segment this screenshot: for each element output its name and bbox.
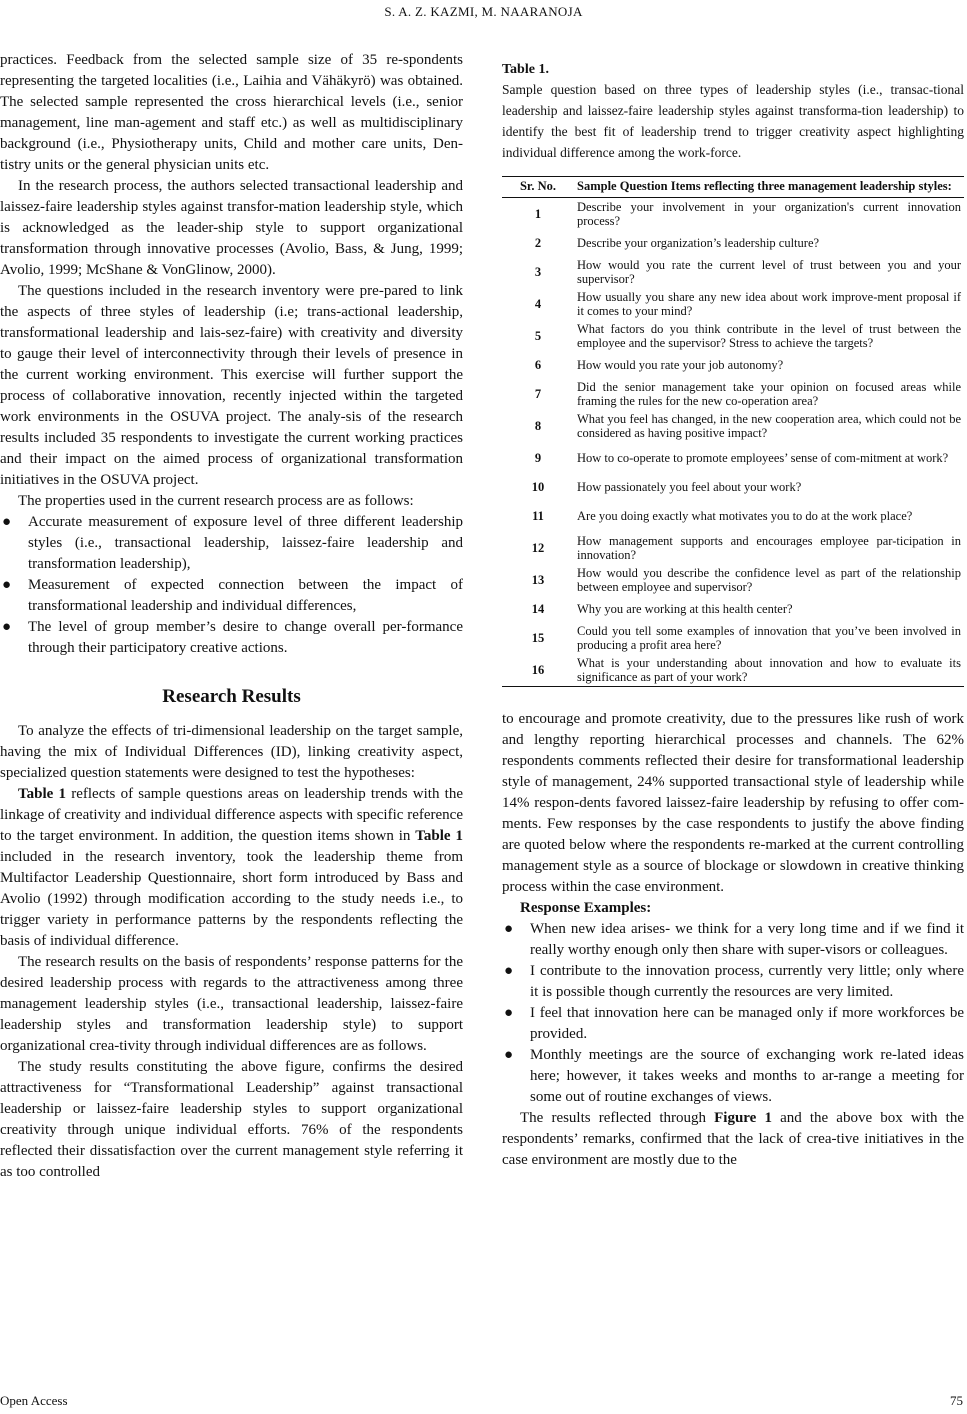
table-row (502, 500, 964, 532)
row-number: 6 (534, 358, 542, 372)
question-text: How would you rate the current level of trust between you and your supervisor? (577, 258, 961, 286)
response-heading: Response Examples: (520, 900, 652, 916)
bullet-icon: ● (504, 963, 514, 979)
bullet-icon: ● (2, 619, 12, 635)
footer-open-access: Open Access (0, 1393, 68, 1408)
paragraph (0, 784, 463, 952)
table-row (502, 320, 964, 352)
paragraph: to encourage and promote creativity, due to the pressures like rush of work and lengthy reporting hierarchical processes and channels. The 62% respondents comments reflected their desire for transformational leadership style of management, 24% supported transactional style of leadership while 14% respon-dents favored laissez-faire leadership by refusing to offer com-ments. Few responses by the case respondents to justify the above finding are quoted below where the respondents re-marked at the current controlling management style as a source of blockage or slowdown in creative thinking process within the case environment. (502, 711, 964, 895)
row-number: 3 (534, 265, 542, 279)
table-header-row (502, 177, 964, 198)
question-text: How management supports and encourages employee par-ticipation in innovation? (577, 534, 961, 562)
row-number: 9 (534, 451, 542, 465)
list-item-text: Accurate measurement of exposure level of three different leadership styles (i.e., transactional leadership, laissez-faire leadership and transformation leadership), (28, 514, 463, 572)
paragraph-text: and the above box with the respondents’ remarks, confirmed that the lack of crea-tive initiatives in the case environment are mostly due to the (502, 1110, 964, 1168)
row-number: 8 (534, 419, 542, 433)
question-text: Describe your organization’s leadership culture? (577, 236, 820, 250)
properties-list (0, 512, 463, 659)
paragraph-text: reflects of sample questions areas on leadership trends with the linkage of creativity and individual difference aspects with specific reference to the target environment. In addition, the question items shown in (0, 786, 464, 844)
list-item-text: Measurement of expected connection between the impact of transformational leadership and individual differences, (28, 577, 463, 614)
question-text: How usually you share any new idea about work improve-ment proposal if it comes to your mind? (577, 290, 961, 318)
question-text: Describe your involvement in your organization's current innovation process? (577, 200, 961, 228)
column-header-number: Sr. No. (502, 177, 574, 198)
row-number: 2 (534, 236, 542, 250)
table-row (502, 442, 964, 474)
table-row (502, 532, 964, 564)
list-item-text: The level of group member’s desire to change overall per-formance through their participatory creative actions. (28, 619, 463, 656)
question-text: What factors do you think contribute in the level of trust between the employee and the supervisor? Stress to achieve the targets? (577, 322, 961, 350)
table-row (502, 378, 964, 410)
paragraph: practices. Feedback from the selected sample size of 35 re-spondents representing the targeted localities (i.e., Laihia and Vähäkyrö) was obtained. The selected sample represented the cross hierarchical levels (i.e., senior management, line man-agement and staff etc.) as well as multidisciplinary background (i.e., Physiotherapy units, Child and mother care units, Den-tistry units or the general physician units etc. (0, 52, 463, 173)
bullet-icon: ● (2, 577, 12, 593)
table-ref: Table 1 (18, 786, 67, 802)
left-column (0, 50, 463, 1183)
list-item-text: Monthly meetings are the source of exchanging work re-lated ideas here; however, it takes weeks and months to ar-range a meeting for some out of routine exchanges of views. (530, 1047, 964, 1105)
question-text: Are you doing exactly what motivates you to do at the work place? (577, 509, 913, 523)
table-ref: Table 1 (415, 828, 463, 844)
table-title: Table 1. (502, 62, 549, 77)
list-item-text: When new idea arises- we think for a very long time and if we find it really worthy enough only then share with super-visors or colleagues. (530, 921, 964, 958)
paragraph (502, 1108, 964, 1171)
figure-ref: Figure 1 (714, 1110, 772, 1126)
bullet-icon: ● (504, 921, 514, 937)
question-text: Why you are working at this health center? (577, 602, 793, 616)
row-number: 5 (534, 329, 542, 343)
table-row (502, 352, 964, 378)
table-row (502, 410, 964, 442)
question-text: How passionately you feel about your work? (577, 480, 802, 494)
running-header: S. A. Z. KAZMI, M. NAARANOJA (384, 4, 583, 19)
paragraph: In the research process, the authors selected transactional leadership and laissez-faire leadership styles against transfor-mation leadership style, which is acknowledged as the leader-ship style to support organizational transformation through innovative processes (Avolio, Bass, & Jung, 1999; Avolio, 1999; McShane & VonGlinow, 2000). (0, 178, 463, 278)
question-text: How to co-operate to promote employees’ sense of com-mitment at work? (577, 451, 949, 465)
question-text: What is your understanding about innovation and how to evaluate its significance as part of your work? (574, 654, 964, 687)
row-number: 11 (532, 509, 544, 523)
question-text: How would you rate your job autonomy? (577, 358, 784, 372)
list-item (0, 617, 463, 659)
row-number: 10 (531, 480, 545, 494)
list-item-text: I feel that innovation here can be managed only if more workforces be provided. (530, 1005, 964, 1042)
row-number: 12 (531, 541, 545, 555)
question-text: How would you describe the confidence level as part of the relationship between employee and supervisor? (577, 566, 961, 594)
paragraph: To analyze the effects of tri-dimensional leadership on the target sample, having the mix of Individual Differences (ID), linking creativity aspect, specialized question statements were designed to test the hypotheses: (0, 723, 463, 781)
list-item-text: I contribute to the innovation process, currently very little; only where it is possible though currently the resources are very limited. (530, 963, 964, 1000)
bullet-icon: ● (504, 1047, 514, 1063)
list-item (0, 575, 463, 617)
table-row (502, 564, 964, 596)
paragraph: The research results on the basis of respondents’ response patterns for the desired leadership process with regards to the attractiveness among three management leadership styles (i.e., transactional leadership, laissez-faire leadership styles and transformation leadership style) to support organizational crea-tivity through individual differences are as follows. (0, 954, 463, 1054)
column-header-items: Sample Question Items reflecting three management leadership styles: (574, 177, 964, 198)
row-number: 7 (534, 387, 542, 401)
bullet-icon: ● (2, 514, 12, 530)
paragraph: The questions included in the research inventory were pre-pared to link the aspects of three styles of leadership (i.e; trans-actional leadership, transformational leadership and lais-sez-faire) with creativity and diversity to gauge their level of interconnectivity through their levels of presence in the current working environment. This exercise will further support the process of collaborative innovation, recently injected within the targeted work environments in the OSUVA project. The analy-sis of the research results included 35 respondents to investigate the current working practices and their impact on the aimed process of organizational transformation initiatives in the OSUVA project. (0, 283, 463, 488)
table-row (502, 198, 964, 231)
row-number: 4 (534, 297, 542, 311)
list-item (502, 1045, 964, 1108)
row-number: 1 (534, 207, 542, 221)
table-row (502, 654, 964, 687)
list-item (0, 512, 463, 575)
table-body (502, 198, 964, 687)
paragraph-text: The results reflected through (520, 1110, 715, 1126)
row-number: 14 (531, 602, 545, 616)
table-row (502, 288, 964, 320)
table-row (502, 622, 964, 654)
paragraph-text: included in the research inventory, took the leadership theme from Multifactor Leadership Questionnaire, short form introduced by Bass and Avolio (1992) through modification according to the study needs i.e., to trigger variety in performance patterns by the respondents reflecting the basis of individual difference. (0, 849, 463, 949)
paragraph: The properties used in the current research process are as follows: (18, 493, 414, 509)
list-item (502, 1003, 964, 1045)
paragraph: The study results constituting the above figure, confirms the desired attractiveness for “Transformational Leadership” against transactional leadership or laissez-faire leadership styles to support organizational creativity through unique individual efforts. 76% of the respondents reflected their dissatisfaction over the current management style referring it as too controlled (0, 1059, 463, 1180)
row-number: 13 (531, 573, 545, 587)
question-text: Did the senior management take your opinion on focused areas while framing the rules for the new co-operation area? (577, 380, 961, 408)
table-row (502, 230, 964, 256)
right-column (502, 50, 964, 1171)
table-caption: Sample question based on three types of leadership styles (i.e., transac-tional leadership and laissez-faire leadership styles against transforma-tion leadership) to identify the best fit of leadership trend to trigger creativity aspect highlighting individual difference among the work-force. (502, 82, 964, 160)
question-text: What you feel has changed, in the new cooperation area, which could not be considered as having positive impact? (577, 412, 961, 440)
question-text: Could you tell some examples of innovation that you’ve been involved in producing a profit area here? (577, 624, 961, 652)
page-number: 75 (950, 1393, 963, 1408)
table-row (502, 256, 964, 288)
section-heading: Research Results (162, 686, 301, 707)
row-number: 15 (531, 631, 545, 645)
table-row (502, 596, 964, 622)
responses-list (502, 919, 964, 1108)
table-row (502, 474, 964, 500)
list-item (502, 919, 964, 961)
questions-table (502, 176, 964, 687)
list-item (502, 961, 964, 1003)
bullet-icon: ● (504, 1005, 514, 1021)
row-number: 16 (502, 654, 574, 687)
